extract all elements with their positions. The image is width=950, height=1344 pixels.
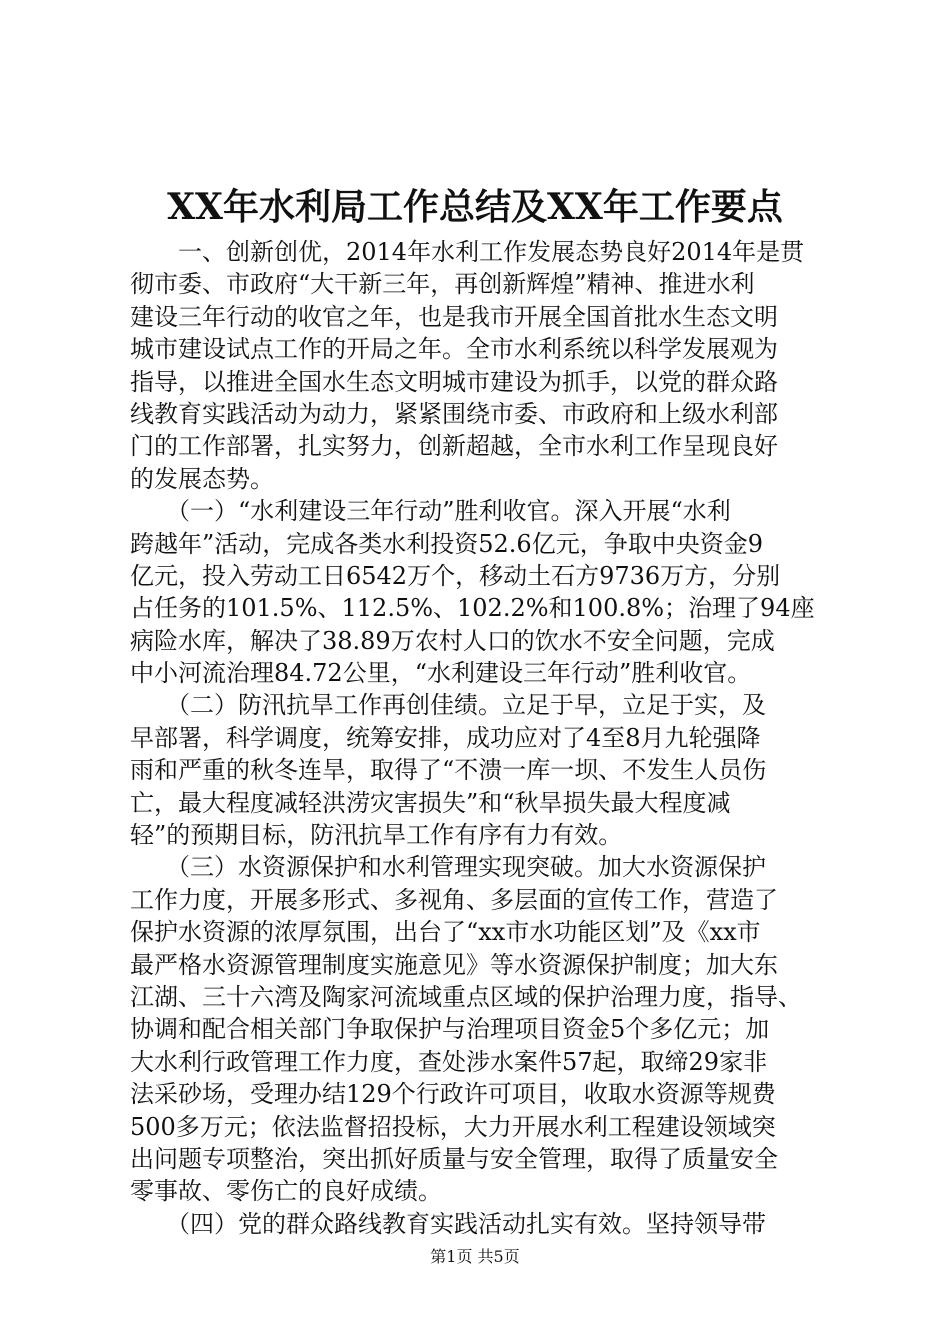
- body-line: 出问题专项整治，突出抓好质量与安全管理，取得了质量安全: [130, 1144, 778, 1173]
- body-line: 500多万元；依法监督招投标，大力开展水利工程建设领域突: [130, 1112, 776, 1141]
- body-line: 法采砂场，受理办结129个行政许可项目，收取水资源等规费: [130, 1080, 776, 1109]
- body-line: 大水利行政管理工作力度，查处涉水案件57起，取缔29家非: [130, 1047, 768, 1076]
- body-line: 城市建设试点工作的开局之年。全市水利系统以科学发展观为: [130, 335, 778, 364]
- body-line: 轻”的预期目标，防汛抗旱工作有序有力有效。: [130, 821, 623, 850]
- body-line: 亡，最大程度减轻洪涝灾害损失”和“秋旱损失最大程度减: [130, 788, 731, 817]
- document-body: [130, 236, 830, 1240]
- body-line: 早部署，科学调度，统筹安排，成功应对了4至8月九轮强降: [130, 723, 761, 752]
- body-line: 雨和严重的秋冬连旱，取得了“不溃一库一坝、不发生人员伤: [130, 756, 767, 785]
- body-line: 的发展态势。: [130, 464, 274, 493]
- body-line: （四）党的群众路线教育实践活动扎实有效。坚持领导带: [130, 1209, 766, 1238]
- page-footer: 第1页 共5页: [430, 1247, 520, 1266]
- body-line: （一）“水利建设三年行动”胜利收官。深入开展“水利: [130, 497, 731, 526]
- body-line: 零事故、零伤亡的良好成绩。: [130, 1177, 442, 1206]
- body-line: 保护水资源的浓厚氛围，出台了“xx市水功能区划”及《xx市: [130, 918, 761, 947]
- body-line: 彻市委、市政府“大干新三年，再创新辉煌”精神、推进水利: [130, 270, 755, 299]
- body-line: 建设三年行动的收官之年，也是我市开展全国首批水生态文明: [130, 302, 778, 331]
- body-line: 最严格水资源管理制度实施意见》等水资源保护制度；加大东: [130, 950, 778, 979]
- body-line: 一、创新创优，2014年水利工作发展态势良好2014年是贯: [130, 238, 805, 266]
- body-line: 工作力度，开展多形式、多视角、多层面的宣传工作，营造了: [130, 885, 778, 914]
- body-line: 协调和配合相关部门争取保护与治理项目资金5个多亿元；加: [130, 1015, 770, 1044]
- body-line: 占任务的101.5%、112.5%、102.2%和100.8%；治理了94座: [130, 594, 815, 623]
- body-line: 亿元，投入劳动工日6542万个，移动土石方9736万方，分别: [130, 561, 781, 590]
- body-line: （三）水资源保护和水利管理实现突破。加大水资源保护: [130, 853, 766, 882]
- document-title: XX年水利局工作总结及XX年工作要点: [167, 186, 783, 228]
- body-line: 中小河流治理84.72公里，“水利建设三年行动”胜利收官。: [130, 659, 752, 688]
- body-line: 指导，以推进全国水生态文明城市建设为抓手，以党的群众路: [130, 367, 778, 396]
- body-line: 江湖、三十六湾及陶家河流域重点区域的保护治理力度，指导、: [130, 982, 802, 1011]
- body-line: 跨越年”活动，完成各类水利投资52.6亿元，争取中央资金9: [130, 529, 763, 558]
- body-line: 门的工作部署，扎实努力，创新超越，全市水利工作呈现良好: [130, 432, 778, 461]
- body-line: （二）防汛抗旱工作再创佳绩。立足于早，立足于实，及: [130, 691, 766, 720]
- body-line: 线教育实践活动为动力，紧紧围绕市委、市政府和上级水利部: [130, 399, 778, 428]
- body-line: 病险水库，解决了38.89万农村人口的饮水不安全问题，完成: [130, 626, 775, 655]
